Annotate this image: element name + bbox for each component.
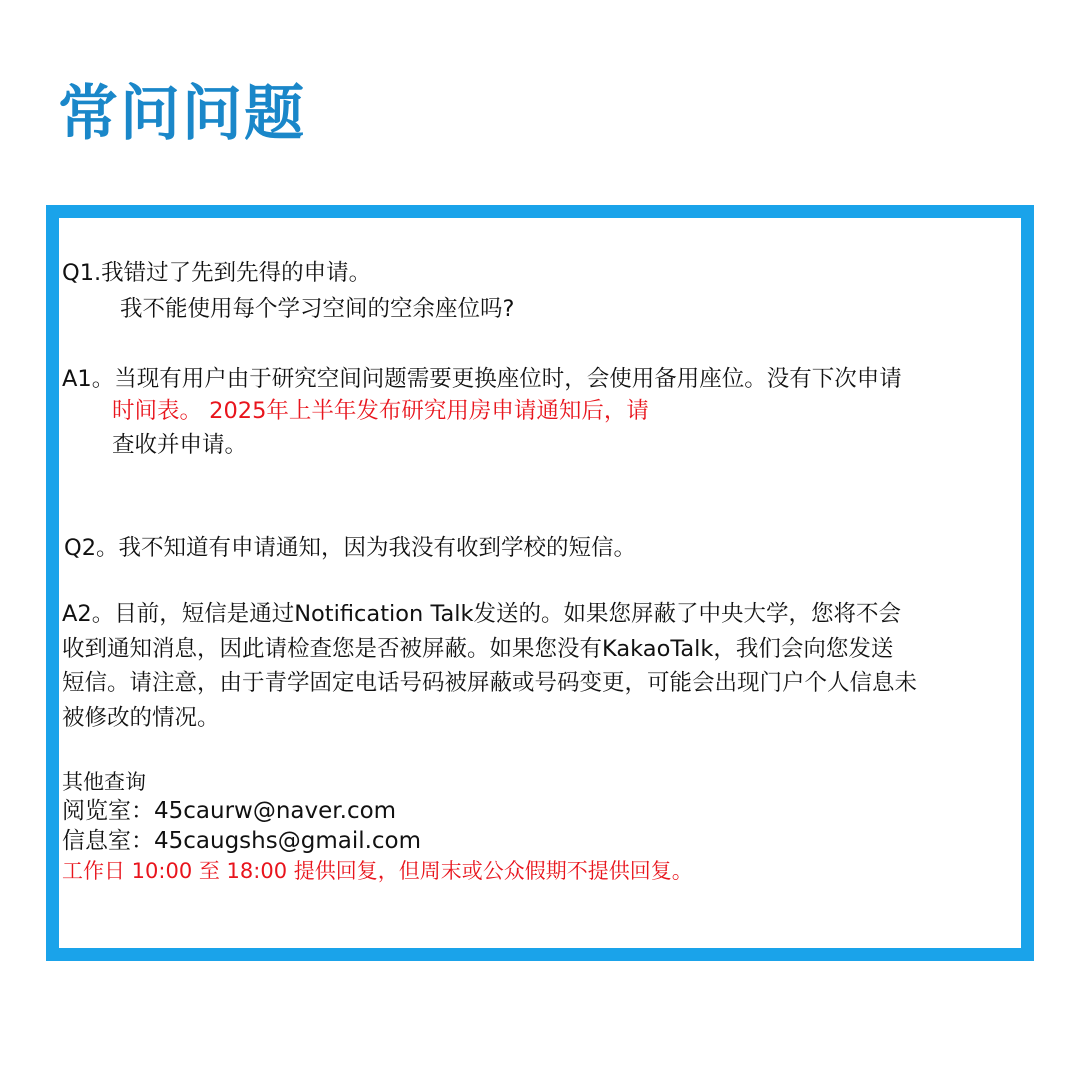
answer-2-line-1: A2。目前，短信是通过Notification Talk发送的。如果您屏蔽了中央大学，您将不会 <box>62 601 902 627</box>
answer-1-line-2-highlight: 时间表。 2025年上半年发布研究用房申请通知后，请 <box>112 398 649 424</box>
contact-hours-note: 工作日 10:00 至 18:00 提供回复，但周末或公众假期不提供回复。 <box>62 859 693 883</box>
contact-reading-room-email: 阅览室：45caurw@naver.com <box>62 798 397 824</box>
question-2-line-1: Q2。我不知道有申请通知，因为我没有收到学校的短信。 <box>64 535 637 561</box>
page-title: 常问问题 <box>58 79 306 149</box>
answer-2-line-2: 收到通知消息，因此请检查您是否被屏蔽。如果您没有KakaoTalk，我们会向您发送 <box>62 636 894 662</box>
question-1-line-2: 我不能使用每个学习空间的空余座位吗? <box>120 296 515 322</box>
contact-heading: 其他查询 <box>62 770 146 794</box>
answer-2-line-3: 短信。请注意，由于青学固定电话号码被屏蔽或号码变更，可能会出现门户个人信息未 <box>62 670 918 696</box>
answer-1-line-1: A1。当现有用户由于研究空间问题需要更换座位时，会使用备用座位。没有下次申请 <box>62 366 902 392</box>
answer-2-line-4: 被修改的情况。 <box>62 705 220 731</box>
question-1-line-1: Q1.我错过了先到先得的申请。 <box>62 260 372 286</box>
answer-1-line-3: 查收并申请。 <box>112 432 248 458</box>
contact-info-room-email: 信息室：45caugshs@gmail.com <box>62 828 422 854</box>
